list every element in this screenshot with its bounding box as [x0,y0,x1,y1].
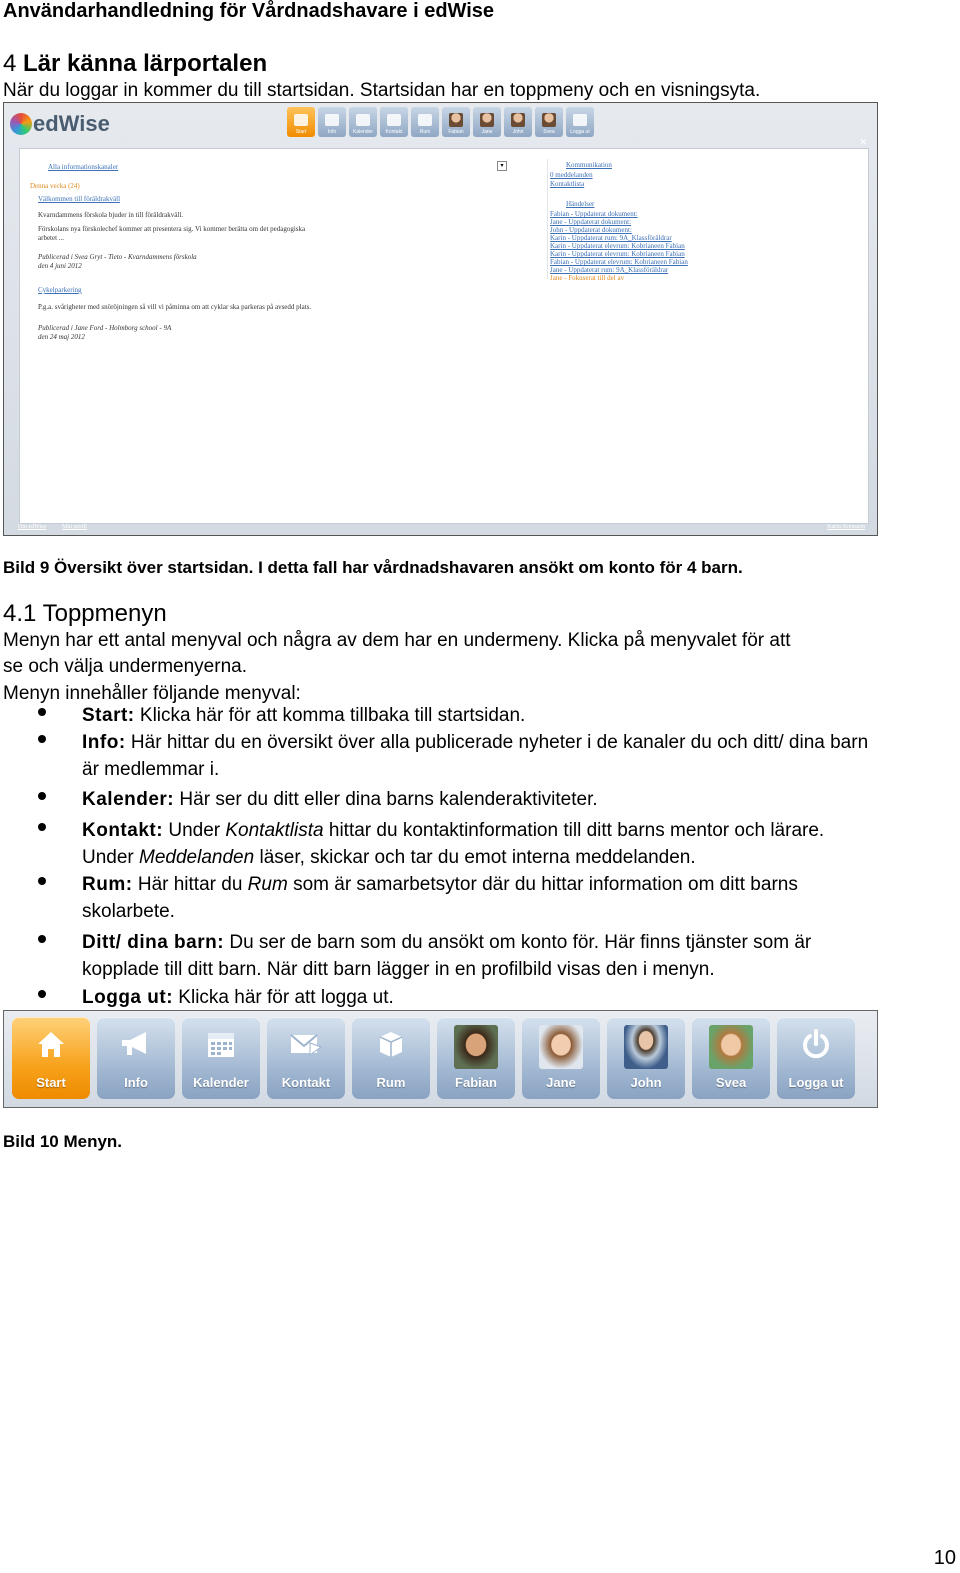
paragraph-1: Menyn har ett antal menyval och några av dem har en undermeny. Klicka på menyvalet för att [3,630,791,651]
child-photo [480,113,494,127]
events-header[interactable]: Händelser [566,200,595,208]
user-name-link[interactable]: Karin Svensson [827,524,865,530]
news-text: Förskolans nya förskolechef kommer att presentera sig. Vi kommer berätta om det pedagogiska [38,225,306,233]
event-item[interactable]: Karin - Uppdaterat elevrum: Kobrianeen Fabian [550,242,685,250]
menu-logout-button[interactable] [777,1017,855,1099]
bullet-icon [38,877,46,885]
menu-label: Info [124,1075,148,1090]
content-panel [19,148,869,524]
menu-svea-button[interactable] [692,1017,770,1099]
close-icon[interactable]: ✕ [859,137,867,147]
child-photo [539,1025,583,1069]
news-published: Publicerad i Jane Ford - Holmborg school - 9A [38,324,172,332]
child-photo [624,1025,668,1069]
menu-label: Jane [546,1075,576,1090]
menu-label: Fabian [455,1075,497,1090]
menu-label: Svea [715,1075,747,1090]
menu-kontakt-button[interactable] [267,1017,345,1099]
mini-menu-jane[interactable]: Jane [473,107,501,137]
menu-label: John [630,1075,662,1090]
event-item[interactable]: Karin - Uppdaterat elevrum: Kobrianeen Fabian [550,250,685,258]
mini-menu-start[interactable]: Start [287,107,315,137]
menu-label: Kalender [193,1075,249,1090]
subsection-heading [3,600,167,628]
news-date: den 24 maj 2012 [38,333,85,341]
section-number: 4 [3,50,17,77]
mini-menu-fabian[interactable]: Fabian [442,107,470,137]
menu-label: Start [36,1075,66,1090]
column-divider [547,159,548,279]
profile-link[interactable]: Min profil [62,524,87,530]
menu-rum-button[interactable] [352,1017,430,1099]
event-item[interactable]: John - Uppdaterat dokument: [550,226,632,234]
news-title-2[interactable]: Cykelparkering [38,286,82,294]
mini-menu-kontakt[interactable]: Kontakt [380,107,408,137]
mini-menu-kalender[interactable]: Kalender [349,107,377,137]
calendar-icon [356,114,370,126]
menu-start-button[interactable] [12,1017,90,1099]
news-date: den 4 juni 2012 [38,262,82,270]
menu-kalender-button[interactable] [182,1017,260,1099]
about-link[interactable]: Om edWise [18,524,47,530]
news-text: arbetet ... [38,234,65,242]
child-photo [454,1025,498,1069]
menu-label: Kontakt [281,1075,331,1090]
subsection-title: Toppmenyn [42,600,167,627]
mini-menu-svea[interactable]: Svea [535,107,563,137]
document-title: Användarhandledning för Vårdnadshavare i edWise [3,0,495,22]
top-menu-screenshot [3,1010,878,1108]
menu-john-button[interactable] [607,1017,685,1099]
mini-menu-rum[interactable]: Rum [411,107,439,137]
envelope-icon [288,1025,324,1063]
power-icon [798,1025,834,1063]
menu-info-button[interactable] [97,1017,175,1099]
section-heading [3,50,267,78]
envelope-icon [387,114,401,126]
event-item[interactable]: Jane - Uppdaterat dokument: [550,218,632,226]
contact-list-link[interactable]: Kontaktlista [550,180,585,188]
figure-caption-2: Bild 10 Menyn. [3,1132,123,1151]
bullet-icon [38,823,46,831]
cube-icon [418,114,432,126]
calendar-icon [203,1025,239,1063]
power-icon [573,114,587,126]
child-photo [709,1025,753,1069]
bullet-icon [38,990,46,998]
news-text: Kvarndammens förskola bjuder in till föräldrakväll. [38,211,184,219]
channels-header[interactable]: Alla informationskanaler [48,163,119,171]
figure-caption-1: Bild 9 Översikt över startsidan. I detta fall har vårdnadshavaren ansökt om konto för 4 barn. [3,558,743,577]
mini-menu-john[interactable]: John [504,107,532,137]
messages-link[interactable]: 0 meddelanden [550,171,593,179]
startpage-screenshot [3,102,878,536]
communication-header[interactable]: Kommunikation [566,161,612,169]
logo-swirl-icon [10,113,32,135]
home-icon [33,1025,69,1063]
mini-menu-logout[interactable]: Logga ut [566,107,594,137]
week-label: Denna vecka (24) [30,182,80,190]
dropdown-icon[interactable]: ▾ [497,161,507,171]
section-intro: När du loggar in kommer du till startsidan. Startsidan har en toppmeny och en visningsyta. [3,80,761,101]
child-photo [449,113,463,127]
home-icon [294,114,308,126]
menu-fabian-button[interactable] [437,1017,515,1099]
news-text: P.g.a. svårigheter med snöröjningen så vill vi påminna om att cyklar ska parkeras på avsedd plats. [38,303,312,311]
child-photo [542,113,556,127]
menu-label: Logga ut [788,1075,844,1090]
child-photo [511,113,525,127]
megaphone-icon [325,114,339,126]
event-item[interactable]: Karin - Uppdaterat rum: 9A_Klassföräldrar [550,234,672,242]
mini-menu-info[interactable]: Info [318,107,346,137]
mini-top-menu [287,107,594,137]
bullet-icon [38,735,46,743]
subsection-number: 4.1 [3,600,37,627]
event-item[interactable]: Jane - Fokuserat till del av [550,274,625,282]
event-item[interactable]: Jane - Uppdaterat rum: 9A_Klassföräldrar [550,266,669,274]
menu-jane-button[interactable] [522,1017,600,1099]
page-number: 10 [933,1547,956,1569]
bullet-icon [38,935,46,943]
bullet-icon [38,792,46,800]
edwise-logo: edWise [10,111,110,137]
news-title-1[interactable]: Välkommen till föräldrakväll [38,195,121,203]
paragraph-1b: se och välja undermenyerna. [3,656,247,677]
news-published: Publicerad i Svea Gryt - Tieto - Kvarndammens förskola [38,253,197,261]
event-item[interactable]: Fabian - Uppdaterat dokument: [550,210,638,218]
menu-label: Rum [376,1075,406,1090]
event-item[interactable]: Fabian - Uppdaterat elevrum: Kobrianeen Fabian [550,258,688,266]
paragraph-2: Menyn innehåller följande menyval: [3,683,301,704]
cube-icon [373,1025,409,1063]
bullet-icon [38,708,46,716]
section-title: Lär känna lärportalen [23,50,268,77]
megaphone-icon [118,1025,154,1063]
